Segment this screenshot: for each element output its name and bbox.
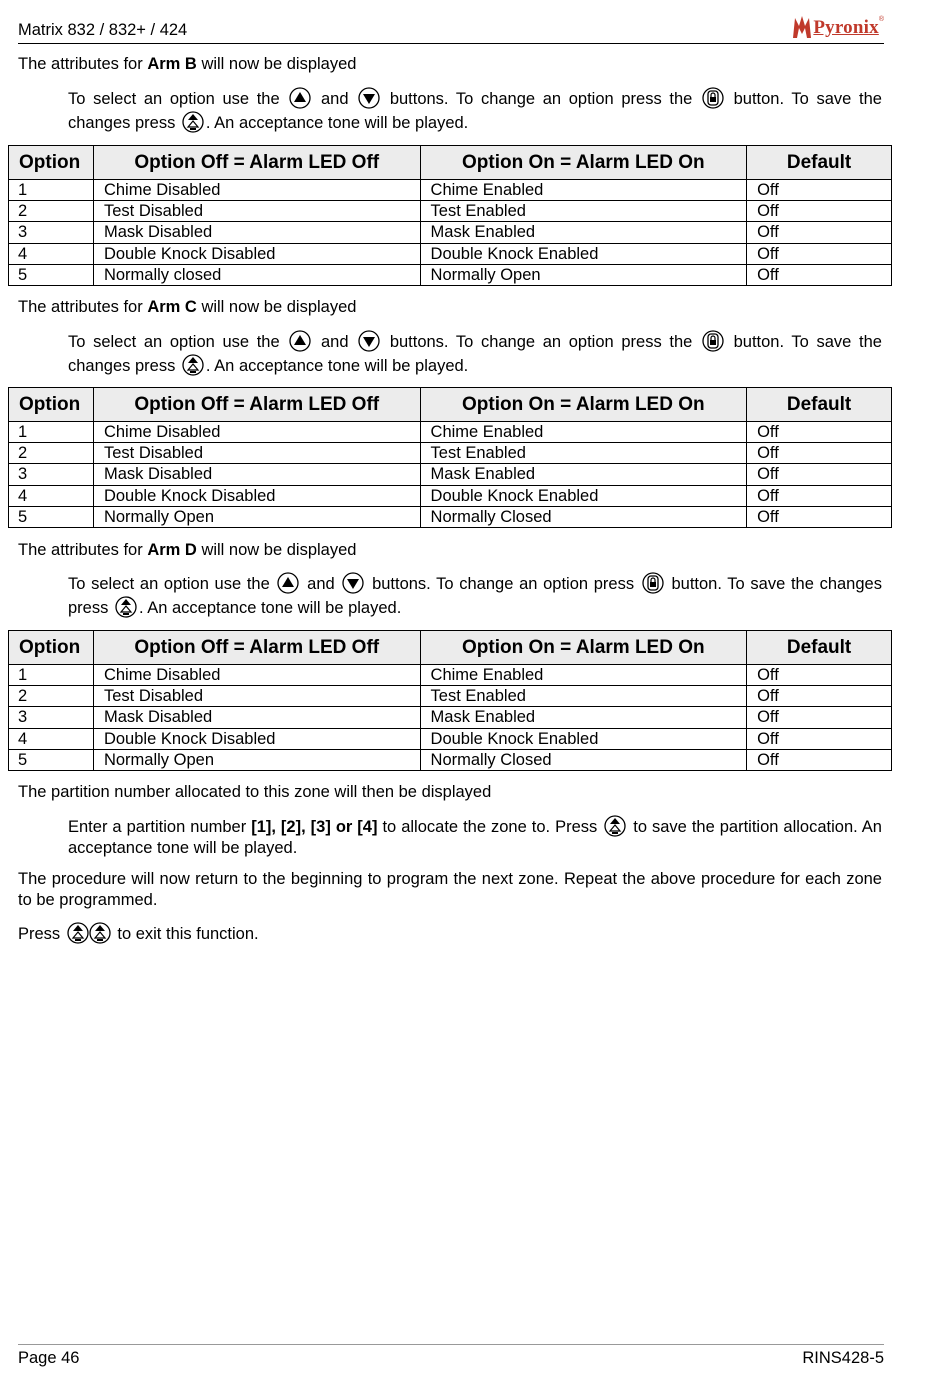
option-number: 4 xyxy=(9,728,94,749)
arm-name: Arm C xyxy=(147,298,197,316)
document-code: RINS428-5 xyxy=(802,1349,884,1367)
option-on: Normally Closed xyxy=(420,749,747,770)
save-button-icon xyxy=(182,354,204,376)
table-row xyxy=(9,243,892,264)
registered-mark: ® xyxy=(878,16,884,23)
page-number: Page 46 xyxy=(18,1349,80,1367)
save-button-icon xyxy=(89,922,111,944)
arm-d-instructions: To select an option use the and buttons. To change an option press button. To save the changes press . An acceptance tone will be played. xyxy=(68,572,882,620)
option-off: Chime Disabled xyxy=(93,180,420,201)
column-header: Option xyxy=(9,631,94,665)
arm-b-instructions: To select an option use the and buttons. To change an option press the button. To save the changes press . An acceptance tone will be played. xyxy=(68,87,882,135)
table-row xyxy=(9,180,892,201)
option-on: Normally Closed xyxy=(420,506,747,527)
partition-instructions: Enter a partition number [1], [2], [3] or [4] to allocate the zone to. Press to save the partition allocation. An acceptance tone will be played. xyxy=(68,815,882,859)
pyronix-flame-icon xyxy=(791,14,813,40)
column-header: Option Off = Alarm LED Off xyxy=(93,631,420,665)
column-header: Option xyxy=(9,146,94,180)
partition-numbers: [1], [2], [3] or [4] xyxy=(251,818,378,836)
option-off: Mask Disabled xyxy=(93,707,420,728)
arm-c-options-table xyxy=(8,387,892,528)
lock-button-icon xyxy=(702,87,724,109)
table-row xyxy=(9,728,892,749)
brand-name: Pyronix xyxy=(813,17,879,38)
option-on: Chime Enabled xyxy=(420,422,747,443)
option-off: Test Disabled xyxy=(93,686,420,707)
option-off: Double Knock Disabled xyxy=(93,243,420,264)
option-off: Test Disabled xyxy=(93,443,420,464)
lock-button-icon xyxy=(702,330,724,352)
arm-name: Arm B xyxy=(147,55,197,73)
option-number: 5 xyxy=(9,749,94,770)
option-on: Mask Enabled xyxy=(420,222,747,243)
down-arrow-button-icon xyxy=(358,87,380,109)
table-row xyxy=(9,749,892,770)
table-row xyxy=(9,665,892,686)
option-on: Double Knock Enabled xyxy=(420,485,747,506)
option-number: 1 xyxy=(9,422,94,443)
option-on: Double Knock Enabled xyxy=(420,243,747,264)
save-button-icon xyxy=(67,922,89,944)
option-number: 4 xyxy=(9,485,94,506)
option-default: Off xyxy=(747,222,892,243)
option-on: Double Knock Enabled xyxy=(420,728,747,749)
lock-button-icon xyxy=(642,572,664,594)
column-header: Option Off = Alarm LED Off xyxy=(93,388,420,422)
option-default: Off xyxy=(747,464,892,485)
up-arrow-button-icon xyxy=(289,87,311,109)
procedure-text: The procedure will now return to the beginning to program the next zone. Repeat the above procedure for each zone to be programmed. xyxy=(18,870,882,909)
column-header: Option xyxy=(9,388,94,422)
arm-name: Arm D xyxy=(147,541,197,559)
option-default: Off xyxy=(747,707,892,728)
save-button-icon xyxy=(115,596,137,618)
table-row xyxy=(9,464,892,485)
option-off: Chime Disabled xyxy=(93,422,420,443)
table-row xyxy=(9,443,892,464)
column-header: Option On = Alarm LED On xyxy=(420,388,747,422)
option-number: 3 xyxy=(9,707,94,728)
option-default: Off xyxy=(747,422,892,443)
option-off: Chime Disabled xyxy=(93,665,420,686)
option-on: Mask Enabled xyxy=(420,464,747,485)
option-default: Off xyxy=(747,665,892,686)
option-on: Test Enabled xyxy=(420,686,747,707)
option-number: 2 xyxy=(9,686,94,707)
option-default: Off xyxy=(747,506,892,527)
option-off: Normally Open xyxy=(93,749,420,770)
table-row xyxy=(9,201,892,222)
option-on: Normally Open xyxy=(420,264,747,285)
pyronix-logo xyxy=(791,10,884,40)
save-button-icon xyxy=(604,815,626,837)
option-on: Test Enabled xyxy=(420,201,747,222)
arm-d-options-table xyxy=(8,630,892,771)
option-off: Double Knock Disabled xyxy=(93,728,420,749)
partition-intro: The partition number allocated to this zone will then be displayed xyxy=(18,783,492,801)
option-default: Off xyxy=(747,264,892,285)
table-header-row xyxy=(9,146,892,180)
option-number: 3 xyxy=(9,222,94,243)
arm-c-instructions: To select an option use the and buttons. To change an option press the button. To save the changes press . An acceptance tone will be played. xyxy=(68,330,882,378)
table-row xyxy=(9,264,892,285)
page-header xyxy=(18,18,884,44)
option-default: Off xyxy=(747,180,892,201)
arm-b-options-table xyxy=(8,145,892,286)
option-default: Off xyxy=(747,686,892,707)
option-on: Chime Enabled xyxy=(420,665,747,686)
option-on: Mask Enabled xyxy=(420,707,747,728)
up-arrow-button-icon xyxy=(289,330,311,352)
option-off: Test Disabled xyxy=(93,201,420,222)
option-off: Normally closed xyxy=(93,264,420,285)
option-default: Off xyxy=(747,243,892,264)
down-arrow-button-icon xyxy=(358,330,380,352)
arm-d-intro: The attributes for Arm D will now be displayed xyxy=(18,541,357,559)
column-header: Default xyxy=(747,146,892,180)
option-off: Normally Open xyxy=(93,506,420,527)
column-header: Option On = Alarm LED On xyxy=(420,146,747,180)
option-number: 4 xyxy=(9,243,94,264)
option-on: Test Enabled xyxy=(420,443,747,464)
option-off: Double Knock Disabled xyxy=(93,485,420,506)
option-on: Chime Enabled xyxy=(420,180,747,201)
column-header: Default xyxy=(747,631,892,665)
option-off: Mask Disabled xyxy=(93,464,420,485)
arm-c-intro: The attributes for Arm C will now be displayed xyxy=(18,298,357,316)
arm-b-intro: The attributes for Arm B will now be displayed xyxy=(18,55,357,73)
table-row xyxy=(9,222,892,243)
option-default: Off xyxy=(747,485,892,506)
option-number: 3 xyxy=(9,464,94,485)
document-title: Matrix 832 / 832+ / 424 xyxy=(18,21,188,39)
column-header: Option Off = Alarm LED Off xyxy=(93,146,420,180)
table-row xyxy=(9,506,892,527)
table-row xyxy=(9,707,892,728)
table-header-row xyxy=(9,631,892,665)
option-number: 1 xyxy=(9,665,94,686)
down-arrow-button-icon xyxy=(342,572,364,594)
option-default: Off xyxy=(747,201,892,222)
option-default: Off xyxy=(747,749,892,770)
table-row xyxy=(9,485,892,506)
option-default: Off xyxy=(747,728,892,749)
table-header-row xyxy=(9,388,892,422)
option-number: 5 xyxy=(9,264,94,285)
save-button-icon xyxy=(182,111,204,133)
option-number: 5 xyxy=(9,506,94,527)
table-row xyxy=(9,686,892,707)
up-arrow-button-icon xyxy=(277,572,299,594)
table-row xyxy=(9,422,892,443)
option-default: Off xyxy=(747,443,892,464)
option-number: 2 xyxy=(9,201,94,222)
exit-instructions: Press to exit this function. xyxy=(18,922,882,946)
option-number: 2 xyxy=(9,443,94,464)
column-header: Default xyxy=(747,388,892,422)
column-header: Option On = Alarm LED On xyxy=(420,631,747,665)
page-footer xyxy=(18,1344,884,1367)
option-off: Mask Disabled xyxy=(93,222,420,243)
option-number: 1 xyxy=(9,180,94,201)
